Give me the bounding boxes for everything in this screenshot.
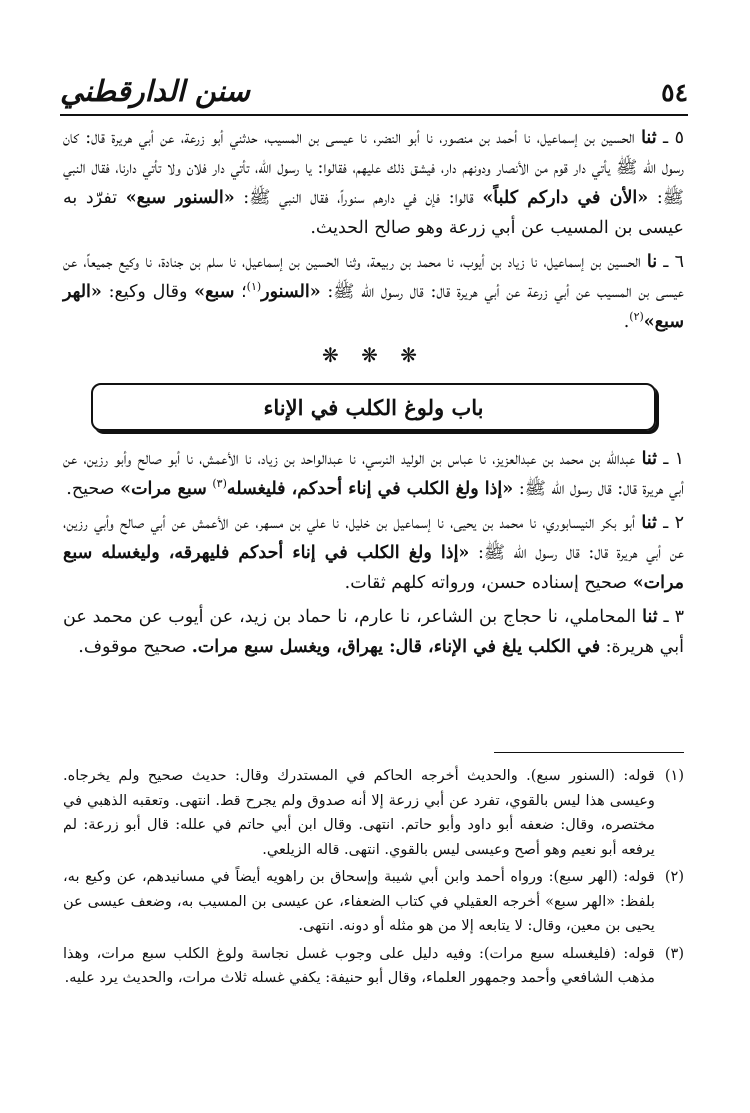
narration-text: وقال وكيع: [108, 282, 188, 302]
running-title: سنن الدارقطني [60, 74, 250, 108]
prophetic-quote: «الأن في داركم كلباً» [482, 188, 649, 208]
transmission-term: نا [646, 252, 658, 272]
narration-text: قالوا: فإن في دارهم سنوراً، فقال النبي ﷺ: [243, 188, 474, 208]
footnote-marker: (١) [664, 768, 684, 784]
isnad-text: عبدالله بن محمد بن عبدالعزيز، نا عباس بن الوليد النرسي، نا عبدالواحد بن زياد، نا الأعمش، نا أبو صالح وأبو رزين، عن أبي هريرة قال: قال رسول الله ﷺ: [63, 449, 684, 499]
hadith-number: ٣ ـ [663, 607, 684, 627]
hadith-number: ١ ـ [663, 449, 684, 469]
footnote-ref: (٢) [629, 310, 644, 324]
footnote-3 [63, 942, 684, 991]
hadith-3 [63, 602, 684, 662]
prophetic-quote: سبع مرات» [120, 479, 207, 499]
transmission-term: ثنا [641, 449, 658, 469]
footnote-ref: (١) [246, 280, 262, 294]
footnotes [63, 764, 684, 994]
isnad-text: أبو بكر النيسابوري، نا محمد بن يحيى، نا إسماعيل بن خليل، نا علي بن مسهر، عن الأعمش عن أبي صالح وأبي رزين، عن أبي هريرة قال: قال رسول الله ﷺ: [63, 513, 684, 563]
prophetic-quote: «إذا ولغ الكلب في إناء أحدكم، فليغسله [226, 479, 514, 499]
footnote-marker: (٣) [664, 945, 684, 962]
prophetic-quote: «السنور [261, 282, 321, 302]
footnote-text: قوله: (فليغسله سبع مرات): وفيه دليل على وجوب غسل نجاسة ولوغ الكلب سبع مرات، وهذا مذهب الشافعي وأحمد وجمهور العلماء، وقال أبو حنيفة: يكفي غسله ثلاث مرات، والحديث يرد عليه. [63, 945, 655, 986]
grading-text: صحيح. [66, 479, 115, 499]
header-rule [60, 114, 688, 116]
narration-text: في الكلب يلغ في الإناء، قال: يهراق، ويغسل سبع مرات. [191, 637, 601, 657]
hadith-number: ٢ ـ [663, 513, 684, 533]
page-number: ٥٤ [661, 78, 688, 107]
transmission-term: ثنا [641, 128, 657, 148]
hadith-1 [63, 444, 684, 504]
hadith-6: ٦ ـ نا الحسين بن إسماعيل، نا زياد بن أيوب، نا محمد بن ربيعة، وثنا الحسين بن إسماعيل، نا سلم بن جنادة، نا وكيع جميعاً، عن عيسى بن المسيب عن أبي زرعة عن أبي هريرة قال: قال رسول الله ﷺ: «السنور$^{(١)}$؛ سبع» وقال وكيع: «الهر سبع»$^{(٢)}$. [63, 252, 684, 332]
prophetic-quote: سبع» [194, 282, 235, 302]
grading-text: صحيح إسناده حسن، ورواته كلهم ثقات. [344, 573, 628, 593]
prophetic-quote: «الهر سبع» [63, 282, 684, 332]
footnote-separator [494, 752, 684, 753]
footnote-text: قوله: (الهر سبع): ورواه أحمد وابن أبي شيبة وإسحاق بن راهويه أيضاً في مسانيدهم، عن وكيع به، بلفظ: «الهر سبع» أخرجه العقيلي في كتاب الضعفاء، عن عيسى بن المسيب به، وضعف عيسى عن يحيى بن معين، وقال: لا يتابعه إلا من هو مثله أو دونه. انتهى. [63, 869, 655, 934]
isnad-text: المحاملي، نا حجاج بن الشاعر، نا عارم، نا حماد بن زيد، عن أيوب عن محمد عن أبي هريرة: [63, 607, 684, 657]
isnad-text: الحسين بن إسماعيل، نا أحمد بن منصور، نا أبو النضر، نا عيسى بن المسيب، حدثني أبو زرعة، عن أبي هريرة قال: كان رسول الله ﷺ يأتي دار قوم من الأنصار ودونهم دار، فيشق ذلك عليهم، فقالوا: يا رسول الله، تأتي دار فلان ولا تأتي دارنا، فقال النبي ﷺ: [63, 128, 684, 208]
chapter-heading: باب ولوغ الكلب في الإناء [91, 383, 656, 431]
transmission-term: ثنا [641, 513, 657, 533]
footnote-ref: (٣) [212, 477, 227, 491]
prophetic-quote: «إذا ولغ الكلب في إناء أحدكم فليهرقه، وليغسله سبع مرات» [63, 543, 684, 593]
transmission-term: ثنا [642, 607, 658, 627]
grading-text: صحيح موقوف. [78, 637, 187, 657]
footnote-1 [63, 764, 684, 862]
main-text [63, 123, 684, 662]
hadith-number: ٥ ـ [663, 128, 684, 148]
hadith-number: ٦ ـ [663, 252, 684, 272]
section-ornament: ❋ ❋ ❋ [322, 343, 425, 367]
footnote-marker: (٢) [664, 869, 684, 885]
hadith-2 [63, 508, 684, 598]
grading-text: تفرّد به عيسى بن المسيب عن أبي زرعة وهو صالح الحديث. [63, 188, 684, 238]
isnad-text: الحسين بن إسماعيل، نا زياد بن أيوب، نا محمد بن ربيعة، وثنا الحسين بن إسماعيل، نا سلم بن جنادة، نا وكيع جميعاً، عن عيسى بن المسيب عن أبي زرعة عن أبي هريرة قال: قال رسول الله ﷺ: [63, 252, 684, 302]
hadith-5 [63, 123, 684, 243]
prophetic-quote: «السنور سبع» [125, 188, 235, 208]
footnote-text: قوله: (السنور سبع). والحديث أخرجه الحاكم في المستدرك وقال: حديث صحيح ولم يخرجاه. وعيسى هذا ليس بالقوي، تفرد عن أبي زرعة إلا أنه صدوق ولم يجرح قط. انتهى. وتعقبه الذهبي في مختصره، وقال: ضعفه أبو داود وأبو حاتم. انتهى. وقال ابن أبي حاتم في علله: قال أبو زرعة: لم يرفعه أبو نعيم وهو أصح وعيسى ليس بالقوي. انتهى. قاله الزيلعي. [63, 768, 655, 858]
page-header [60, 72, 688, 116]
footnote-2 [63, 865, 684, 939]
